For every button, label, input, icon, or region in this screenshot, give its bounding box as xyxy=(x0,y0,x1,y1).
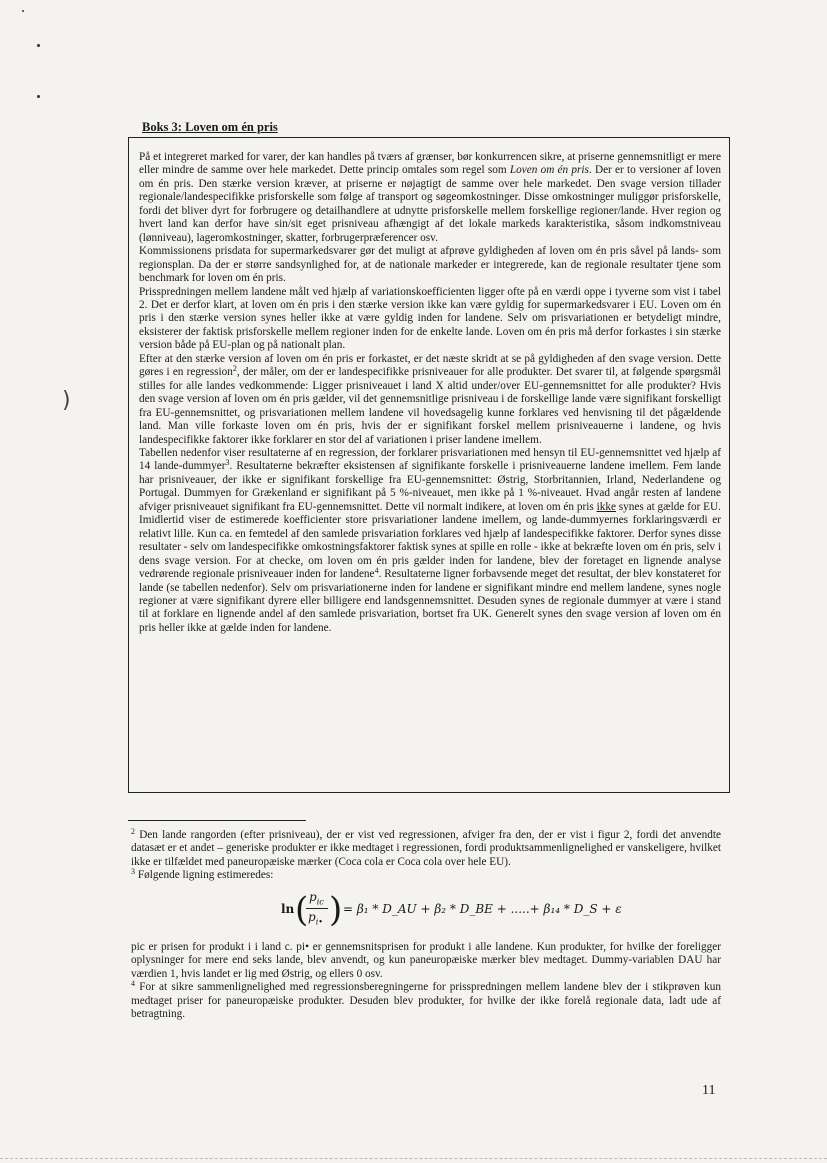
underlined-word: ikke xyxy=(596,500,616,513)
footnote-ref-2: 2 xyxy=(232,364,237,374)
footnote-ref-4: 4 xyxy=(374,566,379,576)
formula-paren-right: ) xyxy=(329,889,343,930)
scan-bottom-edge xyxy=(0,1158,827,1159)
formula-numerator xyxy=(309,891,324,909)
formula-num-sub: ic xyxy=(316,897,324,907)
formula-paren-left: ( xyxy=(295,889,309,930)
box-paragraph-5 xyxy=(139,447,721,635)
formula-den-p: p xyxy=(308,909,316,924)
box-paragraph-4-b: , der måler, om der er landespecifikke prisniveauer for alle produkter. Det svarer til, at følgende spørgsmål stilles for alle landes vedkommende: Ligger prisniveauet i land X altid under/over EU-gennemsnittet for alle produkter? Hvis den svage version af loven om én pris gælder, vil det gennemsnitlige prisniveau i de forskellige lande være signifikant forskelligt fra EU-gennemsnittet, og prisvariationen mellem landene vil hovedsagelig kunne forklares ved henvisning til det pågældende land. Man ville forkaste loven om én pris, hvis der er signifikant forskel mellem prisniveauerne i landene, og hvis landespecifikke faktorer ikke forklarer en stor del af variationen i priser landene imellem. xyxy=(139,366,721,446)
formula-denominator xyxy=(308,911,323,929)
box-paragraph-1-text: På et integreret marked for varer, der kan handles på tværs af grænser, bør konkurrencen sikre, at priserne gennemsnitligt er mere eller mindre de samme over hele markedet. Dette princip omtales som regel som Loven om én pris. Der er to versioner af loven om én pris. Den stærke version kræver, at priserne er nøjagtigt de samme over hele markedet. Den svage version tillader regionale/landespecifikke prisforskelle som følge af transport og søgeomkostninger. Disse omkostninger muliggør prisforskelle, fordi det bliver dyrt for forbrugere og detailhandlere at udnytte prisforskelle mellem forskellige regioner/lande. Hver region og hvert land kan derfor have sin/sit eget prisniveau afhængigt af det lokale markeds karakteristika, såsom indkomstniveau (lønniveau), lageromkostninger, skatter, forbrugerpræferencer osv. xyxy=(139,151,722,244)
footnote-ref-3: 3 xyxy=(225,458,230,468)
box-paragraph-4 xyxy=(139,353,721,447)
italic-term: Loven om én pris xyxy=(509,164,589,177)
footnotes xyxy=(131,829,721,1022)
regression-formula xyxy=(281,887,721,939)
footnote-2 xyxy=(131,829,721,869)
formula-den-sub: i• xyxy=(315,917,323,927)
formula-num-p: p xyxy=(309,889,317,904)
scan-speck xyxy=(22,10,24,12)
footnote-3 xyxy=(131,869,721,882)
box-paragraph-1 xyxy=(139,151,721,245)
box-paragraph-5-d: . Resultaterne ligner forbavsende meget det resultat, der blev konstateret for lande (se tabellen nedenfor). Selv om prisvariationerne inden for landene er signifikant mindre end mellem landene, synes nogle regioner at være signifikant dyrere eller billigere end landsgennemsnittet. Desuden synes de regionale dummyer at være i stand til at forklare en lignende andel af den samlede prisvariation, bortset fra UK. Generelt synes den svage version af loven om én pris heller ikke at gælde inden for landene. xyxy=(139,568,721,634)
box-paragraph-5-a: Tabellen nedenfor viser resultaterne af en regression, der forklarer prisvariationen med hensyn til EU-gennemsnittet ved hjælp af 14 lande-dummyer xyxy=(139,446,721,473)
footnote-4-text: For at sikre sammenlignelighed med regressionsberegningerne for prisspredningen mellem landene blev der i stikprøven kun medtaget priser for paneuropæiske produkter. Desuden blev produkter, for hvilke der ikke forelå regionale data, ladt ude af betragtning. xyxy=(131,981,721,1021)
footnote-2-text: Den lande rangorden (efter prisniveau), der er vist ved regressionen, afviger fra den, der er vist i figur 2, fordi det anvendte datasæt er et andet – generiske produkter er ikke medtaget i regressionen, fordi produktsammenlignelighed er vanskeligere, hvilket ikke er tilfældet med paneuropæiske mærker (Coca cola er Coca cola over hele EU). xyxy=(131,829,722,868)
formula-fraction-bar xyxy=(306,908,328,909)
box-paragraph-2: Kommissionens prisdata for supermarkedsvarer gør det muligt at afprøve gyldigheden af loven om én pris såvel på lands- som regionsplan. Da der er større sandsynlighed for, at de nationale markeder er integrerede, kan de regionale resultater tjene som benchmark for loven om én pris. xyxy=(139,245,721,285)
scan-mark: ) xyxy=(62,388,71,413)
formula-rhs: = β₁ * D_AU + β₂ * D_BE + .....+ β₁₄ * D_S + ε xyxy=(343,901,622,916)
scan-speck xyxy=(37,95,40,98)
footnote-2-mark: 2 xyxy=(131,827,135,836)
text-box xyxy=(128,137,730,793)
footnote-4-mark: 4 xyxy=(131,979,135,989)
footnote-3-text: Følgende ligning estimeredes: xyxy=(137,869,274,882)
formula-ln: ln xyxy=(281,901,295,916)
footnote-separator xyxy=(128,820,306,821)
box-paragraph-4-a: Efter at den stærke version af loven om én pris er forkastet, er det næste skridt at se på gyldigheden af den svage version. Dette gøres i en regression xyxy=(139,352,721,379)
box-paragraph-5-b: . Resultaterne bekræfter eksistensen af signifikante forskelle i prisniveauerne landene imellem. Fem lande har prisniveauer, der ikke er signifikant forskellige fra EU-gennemsnittet: Østrig, Storbritannien, Irland, Nederlandene og Portugal. Dummyen for Grækenland er signifikant på 5 %-niveauet, men ikke på 1 %-niveauet. Hvad angår resten af landene afviger prisniveauet signifikant fra EU-gennemsnittet. Dette vil normalt indikere, at loven om én pris xyxy=(139,460,721,513)
footnote-3-mark: 3 xyxy=(131,867,135,877)
footnote-3-explanation: pic er prisen for produkt i i land c. pi• er gennemsnitsprisen for produkt i alle landene. Kun produkter, for hvilke der foreligger oplysninger for mere end seks lande, blev anvendt, og kun paneuropæiske mærker blev medtaget. Dummy-variablen DAU har værdien 1, hvis landet er lig med Østrig, og ellers 0 osv. xyxy=(131,940,721,980)
scan-speck xyxy=(37,44,40,47)
footnote-4 xyxy=(131,981,721,1021)
page-number: 11 xyxy=(702,1083,716,1098)
box-paragraph-3: Prisspredningen mellem landene målt ved hjælp af variationskoefficienten ligger ofte på en værdi oppe i tyverne som vist i tabel 2. Det er derfor klart, at loven om én pris i den stærke version ikke kan være gyldig for supermarkedsvarer i EU. Loven om én pris i den stærke version synes heller ikke at være gyldig inden for landene. Selv om prisvariationen er betydeligt mindre, eksisterer der faktisk prisforskelle mellem regioner inden for de enkelte lande. Loven om én pris må derfor forkastes i sin stærke version både på EU-plan og på nationalt plan. xyxy=(139,285,721,352)
box-paragraph-5-c: synes at gælde for EU. Imidlertid viser de estimerede koefficienter store prisvariationer landene imellem, og lande-dummyernes forklaringsværdi er relativt lille. Kun ca. en femtedel af den samlede prisvariation forklares ved hjælp af landespecifikke faktorer. Derfor synes disse resultater - selv om landespecifikke omkostningsfaktorer faktisk synes at spille en rolle - ikke at bekræfte loven om én pris, selv i dens svage version. For at checke, om loven om én pris gælder inden for landene, blev der foretaget en lignende analyse vedrørende regionale prisniveauer inden for landene xyxy=(139,500,721,581)
box-title: Boks 3: Loven om én pris xyxy=(142,120,278,134)
